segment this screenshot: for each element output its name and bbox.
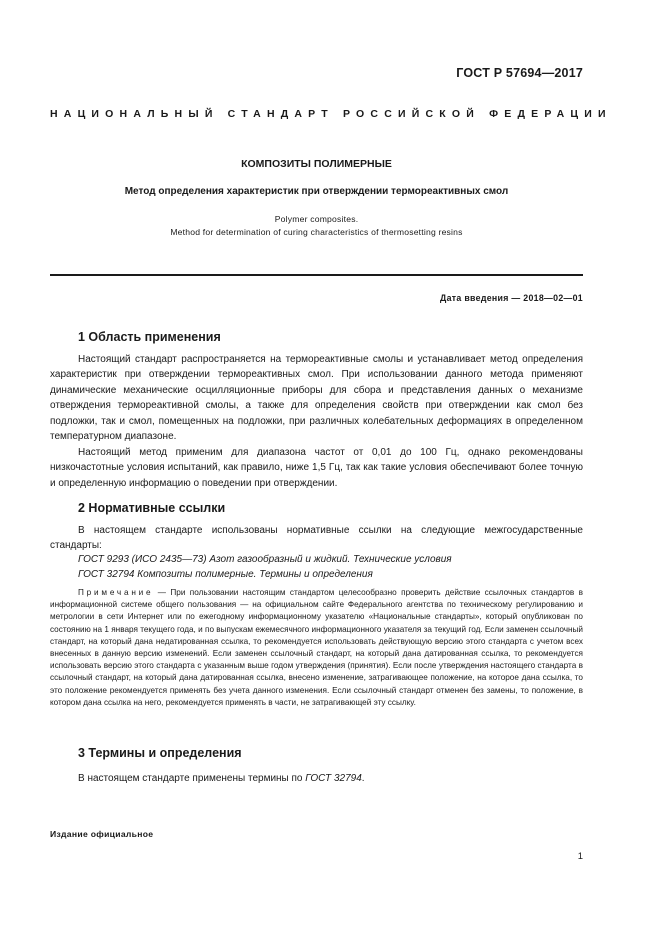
section-2-heading: 2 Нормативные ссылки [78,501,226,515]
note-label: Примечание [78,588,154,597]
english-title-line-2: Method for determination of curing characteristics of thermosetting resins [170,227,463,237]
section-2-note [50,587,583,709]
english-title-line-1: Polymer composites. [274,214,359,224]
english-title [50,213,583,239]
section-3-reference: ГОСТ 32794 [305,773,362,784]
section-3-paragraph-1 [50,771,583,786]
national-standard-banner: НАЦИОНАЛЬНЫЙ СТАНДАРТ РОССИЙСКОЙ ФЕДЕРАЦИИ [50,108,612,120]
document-title: КОМПОЗИТЫ ПОЛИМЕРНЫЕ [241,158,392,170]
document-number: ГОСТ Р 57694—2017 [456,66,583,80]
section-1-paragraph-1: Настоящий стандарт распространяется на термореактивные смолы и устанавливает метод определения характеристик при отверждении термореактивных смол. При использовании данного метода применяют динамические механические осцилляционные приборы для сбора и представления данных о механизме отверждения термореактивной смолы, а также для определения свойств при отверждении как смол без подложки, так и смол, помещенных на подложки, при различных колебательных деформациях в определенном температурном диапазоне. [50,354,583,443]
normative-reference-2: ГОСТ 32794 Композиты полимерные. Термины и определения [78,569,373,580]
title-divider [50,274,583,276]
section-2-paragraph-1: В настоящем стандарте использованы нормативные ссылки на следующие межгосударственные стандарты: [50,525,583,552]
note-text: — При пользовании настоящим стандартом целесообразно проверить действие ссылочных стандартов в информационной системе общего пользования — на официальном сайте Федерального агентства по техническому регулированию и метрологии в сети Интернет или по ежегодному информационному указателю «Национальные стандарты», который опубликован по состоянию на 1 января текущего года, и по выпускам ежемесячного информационного указателя за текущий год. Если заменен ссылочный стандарт, на который дана недатированная ссылка, то рекомендуется использовать действующую версию этого стандарта с учетом всех внесенных в данную версию изменений. Если заменен ссылочный стандарт, на который дана датированная ссылка, то рекомендуется использовать версию этого стандарта с указанным выше годом утверждения (принятия). Если после утверждения настоящего стандарта в ссылочный стандарт, на который дана датированная ссылка, внесено изменение, затрагивающее положение, на которое дана ссылка, то это положение рекомендуется применять без учета данного изменения. Если ссылочный стандарт отменен без замены, то положение, в котором дана ссылка на него, рекомендуется применять в части, не затрагивающей эту ссылку. [50,588,583,707]
section-3-heading: 3 Термины и определения [78,746,242,760]
section-3-text: В настоящем стандарте применены термины по [78,773,306,784]
normative-reference-1: ГОСТ 9293 (ИСО 2435—73) Азот газообразный и жидкий. Технические условия [78,554,452,565]
section-1-heading: 1 Область применения [78,330,221,344]
section-3-text-end: . [361,773,365,784]
official-edition-label: Издание официальное [50,829,154,839]
page-number: 1 [577,851,583,862]
section-1-paragraph-2: Настоящий метод применим для диапазона частот от 0,01 до 100 Гц, однако рекомендованы низкочастотные условия испытаний, как правило, ниже 1,5 Гц, так как такие условия обеспечивают более точную и определенную информацию о поведении при отверждении. [50,447,583,489]
introduction-date: Дата введения — 2018—02—01 [440,293,583,303]
document-subtitle: Метод определения характеристик при отверждении термореактивных смол [124,186,509,197]
